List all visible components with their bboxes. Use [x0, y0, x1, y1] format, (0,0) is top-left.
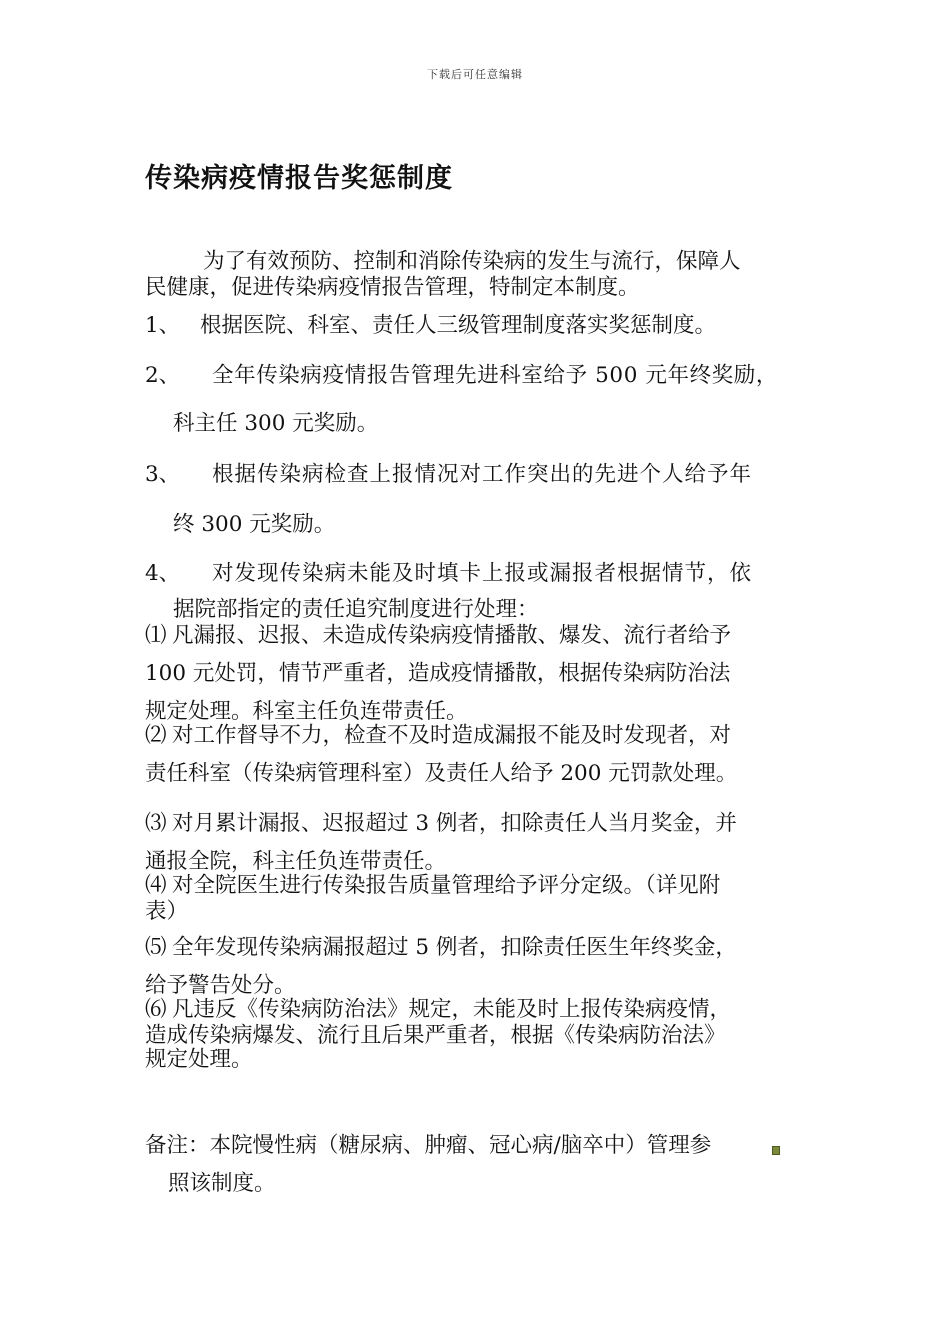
item-text: 根据传染病检查上报情况对工作突出的先进个人给予年: [212, 462, 753, 487]
sub-item-number: ⑵: [145, 723, 167, 748]
item-text: 据院部指定的责任追究制度进行处理：: [173, 597, 539, 622]
sub-item-text: 给予警告处分。: [145, 973, 296, 998]
sub-item-text: 造成传染病爆发、流行且后果严重者，根据《传染病防治法》: [145, 1023, 726, 1048]
item-text: 对发现传染病未能及时填卡上报或漏报者根据情节，依: [212, 561, 753, 586]
sub-item-text: 规定处理。: [145, 1047, 253, 1072]
intro-line: 民健康，促进传染病疫情报告管理，特制定本制度。: [145, 275, 640, 300]
remark-line: 照该制度。: [168, 1171, 276, 1196]
item-text: 全年传染病疫情报告管理先进科室给予 500 元年终奖励，: [212, 363, 779, 388]
sub-item-text: 全年发现传染病漏报超过 5 例者，扣除责任医生年终奖金，: [172, 935, 737, 960]
sub-item-text: 凡漏报、迟报、未造成传染病疫情播散、爆发、流行者给予: [172, 623, 732, 648]
item-text: 科主任 300 元奖励。: [173, 411, 379, 436]
sub-item-text: 对全院医生进行传染报告质量管理给予评分定级。（详见附: [172, 873, 721, 898]
sub-item-text: 规定处理。科室主任负连带责任。: [145, 699, 468, 724]
sub-item-text: 通报全院，科主任负连带责任。: [145, 849, 447, 874]
sub-item-number: ⑹: [145, 997, 167, 1022]
item-number: 2、: [145, 363, 181, 388]
sub-item-text: 表）: [145, 899, 189, 924]
sub-item-number: ⑷: [145, 873, 167, 898]
sub-item-text: 凡违反《传染病防治法》规定，未能及时上报传染病疫情，: [172, 997, 732, 1022]
sub-item-text: 责任科室（传染病管理科室）及责任人给予 200 元罚款处理。: [145, 761, 738, 786]
intro-line: 为了有效预防、控制和消除传染病的发生与流行，保障人: [203, 249, 741, 274]
sub-item-text: 100 元处罚，情节严重者，造成疫情播散，根据传染病防治法: [145, 661, 731, 686]
header-note: 下载后可任意编辑: [427, 68, 523, 81]
sub-item-number: ⑴: [145, 623, 167, 648]
item-number: 4、: [145, 561, 181, 586]
remark-line: 备注：本院慢性病（糖尿病、肿瘤、冠心病/脑卒中）管理参: [145, 1133, 712, 1158]
document-title: 传染病疫情报告奖惩制度: [145, 163, 453, 194]
sub-item-text: 对工作督导不力，检查不及时造成漏报不能及时发现者，对: [172, 723, 732, 748]
item-text: 终 300 元奖励。: [173, 512, 336, 537]
page-marker-icon: [772, 1146, 780, 1155]
sub-item-number: ⑸: [145, 935, 167, 960]
sub-item-text: 对月累计漏报、迟报超过 3 例者，扣除责任人当月奖金，并: [172, 811, 737, 836]
sub-item-number: ⑶: [145, 811, 167, 836]
item-number: 1、: [145, 313, 181, 338]
item-number: 3、: [145, 462, 181, 487]
item-text: 根据医院、科室、责任人三级管理制度落实奖惩制度。: [200, 313, 717, 338]
